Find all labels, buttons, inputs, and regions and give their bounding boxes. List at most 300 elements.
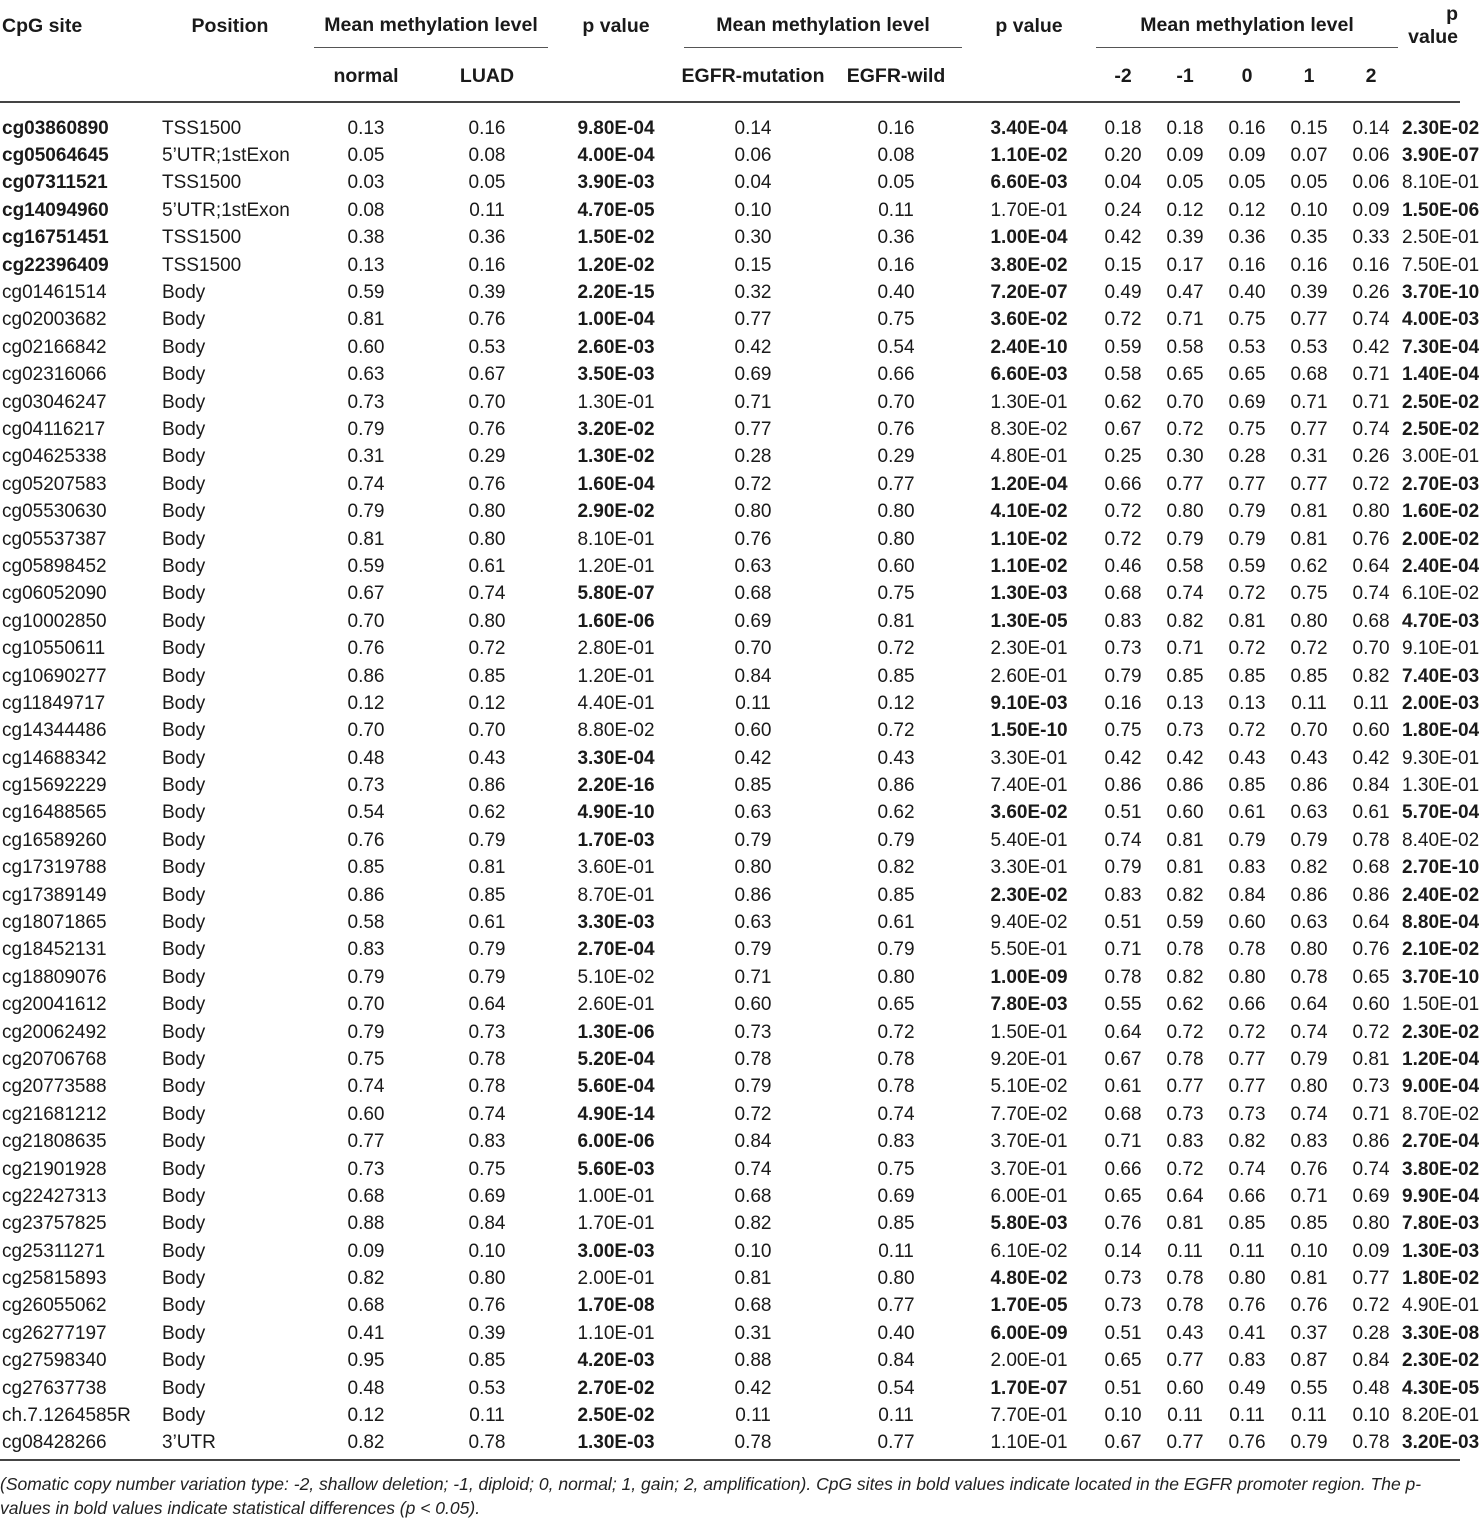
- cell-cpg-site: cg14344486: [2, 720, 107, 742]
- cell-p-value-1: 3.90E-03: [577, 172, 655, 194]
- cell-cnv-0: 0.76: [1228, 1432, 1266, 1454]
- cell-position: Body: [162, 775, 206, 797]
- cell-cpg-site: cg11849717: [2, 692, 106, 714]
- cell-egfr-wild: 0.62: [877, 802, 915, 824]
- cell-p-value-3: 1.30E-01: [1402, 775, 1479, 797]
- cell-luad: 0.36: [468, 227, 506, 249]
- cell-luad: 0.76: [468, 418, 506, 440]
- cell-cnv-minus-2: 0.79: [1104, 857, 1142, 879]
- cell-cnv-minus-2: 0.14: [1104, 1240, 1142, 1262]
- cell-cpg-site: cg10690277: [2, 665, 107, 687]
- cell-p-value-2: 5.50E-01: [990, 939, 1068, 961]
- cell-position: Body: [162, 1048, 206, 1070]
- cell-position: Body: [162, 282, 206, 304]
- cell-cnv-2: 0.76: [1352, 528, 1390, 550]
- cell-normal: 0.12: [347, 692, 385, 714]
- cell-p-value-2: 1.70E-05: [990, 1295, 1068, 1317]
- cell-cnv-2: 0.28: [1352, 1322, 1390, 1344]
- cell-cnv-minus-1: 0.81: [1166, 829, 1204, 851]
- cell-egfr-mutation: 0.60: [734, 720, 772, 742]
- table-row: [0, 444, 1460, 471]
- cell-cpg-site: cg04625338: [2, 446, 107, 468]
- cell-position: Body: [162, 884, 206, 906]
- table-row: [0, 526, 1460, 553]
- cell-position: Body: [162, 1295, 206, 1317]
- header-row-2: [0, 52, 1460, 102]
- cell-p-value-3: 2.40E-04: [1402, 555, 1479, 577]
- cell-luad: 0.69: [468, 1185, 506, 1207]
- cell-cnv-minus-2: 0.58: [1104, 364, 1142, 386]
- cell-cnv-minus-1: 0.78: [1166, 939, 1204, 961]
- cell-cpg-site: cg03860890: [2, 117, 109, 139]
- cell-cnv-minus-1: 0.60: [1166, 802, 1204, 824]
- cell-p-value-3: 1.20E-04: [1402, 1048, 1479, 1070]
- cell-cnv-1: 0.80: [1290, 1076, 1328, 1098]
- cell-cnv-minus-1: 0.58: [1166, 336, 1204, 358]
- cell-cnv-1: 0.64: [1290, 994, 1328, 1016]
- cell-cnv-minus-1: 0.83: [1166, 1131, 1204, 1153]
- cell-egfr-mutation: 0.63: [734, 555, 772, 577]
- cell-p-value-3: 9.90E-04: [1402, 1185, 1479, 1207]
- cell-position: 5’UTR;1stExon: [162, 145, 290, 167]
- cell-p-value-1: 1.20E-01: [577, 665, 655, 687]
- cell-p-value-1: 3.20E-02: [577, 418, 655, 440]
- cell-cnv-minus-2: 0.64: [1104, 1021, 1142, 1043]
- cell-p-value-1: 4.40E-01: [577, 692, 655, 714]
- cell-p-value-2: 1.10E-02: [990, 528, 1068, 550]
- header-blank-2: [150, 52, 310, 102]
- cell-cnv-minus-1: 0.39: [1166, 227, 1204, 249]
- cell-cpg-site: cg21901928: [2, 1158, 107, 1180]
- table-row: [0, 170, 1460, 197]
- cell-cnv-2: 0.78: [1352, 829, 1390, 851]
- table-row: [0, 608, 1460, 635]
- cell-normal: 0.08: [347, 199, 385, 221]
- cell-cpg-site: cg23757825: [2, 1213, 107, 1235]
- cell-cnv-0: 0.74: [1228, 1158, 1266, 1180]
- cell-luad: 0.80: [468, 610, 506, 632]
- cell-p-value-2: 1.00E-04: [990, 227, 1068, 249]
- cell-cpg-site: cg05530630: [2, 501, 107, 523]
- cell-p-value-2: 1.50E-01: [990, 1021, 1068, 1043]
- cell-p-value-2: 5.10E-02: [990, 1076, 1068, 1098]
- cell-cnv-minus-2: 0.18: [1104, 117, 1142, 139]
- cell-egfr-mutation: 0.42: [734, 336, 772, 358]
- cell-luad: 0.53: [468, 336, 506, 358]
- cell-luad: 0.74: [468, 583, 506, 605]
- cell-normal: 0.79: [347, 418, 385, 440]
- cell-cnv-1: 0.11: [1291, 1405, 1327, 1427]
- cell-normal: 0.75: [347, 1048, 385, 1070]
- cell-cpg-site: cg16589260: [2, 829, 107, 851]
- cell-cnv-1: 0.55: [1290, 1377, 1328, 1399]
- cell-cnv-0: 0.76: [1228, 1295, 1266, 1317]
- cell-cnv-2: 0.14: [1352, 117, 1390, 139]
- cell-cnv-1: 0.68: [1290, 364, 1328, 386]
- cell-p-value-2: 1.50E-10: [990, 720, 1068, 742]
- cell-p-value-1: 1.70E-08: [577, 1295, 655, 1317]
- cell-egfr-wild: 0.54: [877, 336, 915, 358]
- table-row: [0, 1238, 1460, 1265]
- cell-cnv-minus-2: 0.51: [1104, 802, 1142, 824]
- cell-p-value-3: 2.70E-03: [1402, 473, 1479, 495]
- cell-cnv-1: 0.81: [1290, 1268, 1328, 1290]
- cell-p-value-1: 2.50E-02: [577, 1405, 655, 1427]
- cell-p-value-3: 1.30E-03: [1402, 1240, 1479, 1262]
- cell-egfr-mutation: 0.10: [734, 199, 772, 221]
- cell-normal: 0.13: [347, 117, 385, 139]
- cell-luad: 0.62: [468, 802, 506, 824]
- cell-p-value-2: 6.10E-02: [990, 1240, 1068, 1262]
- cell-p-value-1: 9.80E-04: [577, 117, 655, 139]
- cell-cnv-minus-2: 0.61: [1104, 1076, 1142, 1098]
- cell-position: Body: [162, 364, 206, 386]
- cell-cnv-1: 0.35: [1290, 227, 1328, 249]
- cell-position: Body: [162, 939, 206, 961]
- cell-cnv-minus-2: 0.83: [1104, 610, 1142, 632]
- cell-luad: 0.39: [468, 1322, 506, 1344]
- cell-p-value-3: 2.30E-02: [1402, 1021, 1479, 1043]
- cell-cnv-minus-1: 0.74: [1166, 583, 1204, 605]
- table-row: [0, 882, 1460, 909]
- cell-egfr-mutation: 0.70: [734, 638, 772, 660]
- cell-normal: 0.73: [347, 391, 385, 413]
- cell-cnv-2: 0.72: [1352, 1295, 1390, 1317]
- cell-normal: 0.74: [347, 473, 385, 495]
- cell-luad: 0.16: [468, 117, 506, 139]
- cell-cnv-0: 0.12: [1228, 199, 1266, 221]
- cell-p-value-2: 1.10E-02: [990, 145, 1068, 167]
- cell-p-value-1: 2.20E-15: [577, 282, 655, 304]
- cell-cnv-minus-2: 0.67: [1104, 1048, 1142, 1070]
- header-blank-5: [1402, 52, 1460, 102]
- cell-cpg-site: cg02166842: [2, 336, 107, 358]
- cell-egfr-wild: 0.79: [877, 829, 915, 851]
- cell-luad: 0.70: [468, 720, 506, 742]
- cell-normal: 0.79: [347, 501, 385, 523]
- header-blank-3: [552, 52, 680, 102]
- cell-p-value-1: 8.10E-01: [577, 528, 655, 550]
- cell-cnv-2: 0.42: [1352, 747, 1390, 769]
- cell-egfr-mutation: 0.11: [735, 692, 771, 714]
- cell-p-value-2: 1.20E-04: [990, 473, 1068, 495]
- cell-normal: 0.79: [347, 1021, 385, 1043]
- cell-cnv-0: 0.79: [1228, 528, 1266, 550]
- cell-p-value-2: 7.80E-03: [990, 994, 1068, 1016]
- header-egfr-wild: EGFR-wild: [826, 52, 966, 102]
- cell-cpg-site: cg17319788: [2, 857, 107, 879]
- cell-egfr-mutation: 0.72: [734, 1103, 772, 1125]
- cell-position: Body: [162, 1131, 206, 1153]
- cell-position: TSS1500: [162, 227, 242, 249]
- cell-egfr-wild: 0.16: [877, 117, 915, 139]
- cell-luad: 0.76: [468, 309, 506, 331]
- cell-egfr-mutation: 0.11: [735, 1405, 771, 1427]
- cell-cnv-2: 0.06: [1352, 145, 1390, 167]
- cell-cnv-0: 0.78: [1228, 939, 1266, 961]
- cell-p-value-3: 8.20E-01: [1402, 1405, 1479, 1427]
- cell-cpg-site: cg25815893: [2, 1268, 107, 1290]
- cell-normal: 0.86: [347, 665, 385, 687]
- cell-luad: 0.11: [469, 1405, 505, 1427]
- cell-cnv-1: 0.86: [1290, 884, 1328, 906]
- cell-cnv-minus-2: 0.71: [1104, 1131, 1142, 1153]
- cell-p-value-3: 4.30E-05: [1402, 1377, 1479, 1399]
- table-row: [0, 389, 1460, 416]
- cell-cnv-1: 0.80: [1290, 939, 1328, 961]
- cell-cpg-site: cg01461514: [2, 282, 107, 304]
- cell-position: Body: [162, 966, 206, 988]
- cell-cnv-minus-2: 0.66: [1104, 1158, 1142, 1180]
- cell-cnv-minus-1: 0.82: [1166, 610, 1204, 632]
- cell-cnv-2: 0.86: [1352, 884, 1390, 906]
- cell-p-value-1: 4.90E-10: [577, 802, 655, 824]
- cell-position: Body: [162, 638, 206, 660]
- cell-p-value-1: 1.00E-01: [577, 1185, 655, 1207]
- cell-cnv-minus-2: 0.73: [1104, 1295, 1142, 1317]
- cell-p-value-3: 7.50E-01: [1402, 254, 1479, 276]
- cell-cnv-2: 0.70: [1352, 638, 1390, 660]
- cell-p-value-2: 3.30E-01: [990, 857, 1068, 879]
- cell-normal: 0.79: [347, 966, 385, 988]
- cell-luad: 0.67: [468, 364, 506, 386]
- cell-egfr-wild: 0.80: [877, 966, 915, 988]
- cell-cnv-2: 0.68: [1352, 610, 1390, 632]
- cell-cpg-site: cg16751451: [2, 227, 109, 249]
- cell-p-value-2: 6.00E-09: [990, 1322, 1068, 1344]
- cell-egfr-wild: 0.72: [877, 1021, 915, 1043]
- cell-cnv-minus-1: 0.65: [1166, 364, 1204, 386]
- cell-cpg-site: cg08428266: [2, 1432, 107, 1454]
- cell-cnv-minus-2: 0.25: [1104, 446, 1142, 468]
- cell-egfr-mutation: 0.79: [734, 829, 772, 851]
- cell-p-value-2: 1.30E-03: [990, 583, 1068, 605]
- cell-p-value-3: 2.00E-03: [1402, 692, 1479, 714]
- cell-cnv-2: 0.71: [1352, 364, 1390, 386]
- cell-normal: 0.54: [347, 802, 385, 824]
- cell-cnv-minus-2: 0.68: [1104, 1103, 1142, 1125]
- cell-cnv-0: 0.11: [1229, 1240, 1265, 1262]
- cell-cpg-site: cg18809076: [2, 966, 107, 988]
- cell-p-value-3: 1.50E-06: [1402, 199, 1479, 221]
- cell-position: Body: [162, 610, 206, 632]
- cell-position: Body: [162, 692, 206, 714]
- cell-cnv-minus-1: 0.81: [1166, 857, 1204, 879]
- cell-cnv-minus-1: 0.82: [1166, 884, 1204, 906]
- cell-cpg-site: cg27598340: [2, 1350, 107, 1372]
- cell-egfr-wild: 0.78: [877, 1048, 915, 1070]
- cell-cnv-1: 0.37: [1290, 1322, 1328, 1344]
- cell-luad: 0.53: [468, 1377, 506, 1399]
- cell-cnv-1: 0.79: [1290, 1432, 1328, 1454]
- cell-cnv-0: 0.85: [1228, 775, 1266, 797]
- cell-egfr-mutation: 0.42: [734, 747, 772, 769]
- table-row: [0, 1019, 1460, 1046]
- cell-cpg-site: cg25311271: [2, 1240, 106, 1262]
- cell-egfr-mutation: 0.82: [734, 1213, 772, 1235]
- cell-cpg-site: cg04116217: [2, 418, 106, 440]
- cell-p-value-1: 4.90E-14: [577, 1103, 655, 1125]
- cell-cnv-0: 0.66: [1228, 994, 1266, 1016]
- cell-normal: 0.09: [347, 1240, 385, 1262]
- cell-cnv-2: 0.64: [1352, 912, 1390, 934]
- cell-egfr-mutation: 0.76: [734, 528, 772, 550]
- cell-position: Body: [162, 1350, 206, 1372]
- cell-egfr-wild: 0.61: [877, 912, 915, 934]
- cell-normal: 0.88: [347, 1213, 385, 1235]
- cell-cnv-1: 0.77: [1290, 418, 1328, 440]
- cell-cnv-2: 0.86: [1352, 1131, 1390, 1153]
- cell-p-value-1: 5.20E-04: [577, 1048, 655, 1070]
- cell-normal: 0.73: [347, 1158, 385, 1180]
- cell-cnv-1: 0.76: [1290, 1158, 1328, 1180]
- cell-p-value-1: 1.30E-03: [577, 1432, 655, 1454]
- cell-cnv-minus-1: 0.77: [1166, 1076, 1204, 1098]
- cell-egfr-mutation: 0.81: [734, 1268, 772, 1290]
- header-p-value-1: p value: [582, 14, 650, 37]
- table-row: [0, 1156, 1460, 1183]
- cell-cpg-site: cg18071865: [2, 912, 107, 934]
- cell-p-value-3: 3.80E-02: [1402, 1158, 1479, 1180]
- cell-position: Body: [162, 1103, 206, 1125]
- cell-egfr-mutation: 0.04: [734, 172, 772, 194]
- cell-p-value-1: 1.50E-02: [577, 227, 655, 249]
- cell-position: Body: [162, 336, 206, 358]
- cell-egfr-wild: 0.75: [877, 583, 915, 605]
- cell-cnv-minus-1: 0.77: [1166, 473, 1204, 495]
- cell-cnv-2: 0.74: [1352, 1158, 1390, 1180]
- table-row: [0, 225, 1460, 252]
- cell-p-value-2: 2.30E-02: [990, 884, 1068, 906]
- cell-luad: 0.79: [468, 966, 506, 988]
- cell-p-value-3: 1.80E-02: [1402, 1268, 1479, 1290]
- cell-cnv-2: 0.84: [1352, 775, 1390, 797]
- cell-cnv-minus-1: 0.05: [1166, 172, 1204, 194]
- cell-position: Body: [162, 528, 206, 550]
- cell-cnv-0: 0.60: [1228, 912, 1266, 934]
- cell-p-value-3: 2.50E-02: [1402, 391, 1479, 413]
- cell-cnv-0: 0.80: [1228, 1268, 1266, 1290]
- cell-cnv-0: 0.85: [1228, 1213, 1266, 1235]
- header-cnv-1: 1: [1278, 52, 1340, 102]
- cell-cnv-1: 0.43: [1290, 747, 1328, 769]
- cell-position: Body: [162, 555, 206, 577]
- cell-p-value-3: 2.50E-01: [1402, 227, 1479, 249]
- table-row: [0, 772, 1460, 799]
- cell-position: Body: [162, 1405, 206, 1427]
- cell-cnv-1: 0.53: [1290, 336, 1328, 358]
- cell-cpg-site: cg02003682: [2, 309, 107, 331]
- cell-cpg-site: cg10002850: [2, 610, 107, 632]
- cell-egfr-mutation: 0.31: [734, 1322, 772, 1344]
- table-body: [0, 102, 1479, 1457]
- cell-p-value-2: 3.30E-01: [990, 747, 1068, 769]
- cell-egfr-wild: 0.65: [877, 994, 915, 1016]
- cell-luad: 0.80: [468, 528, 506, 550]
- cell-cnv-1: 0.80: [1290, 610, 1328, 632]
- cell-egfr-wild: 0.43: [877, 747, 915, 769]
- cell-p-value-1: 4.20E-03: [577, 1350, 655, 1372]
- cell-normal: 0.60: [347, 336, 385, 358]
- cell-egfr-mutation: 0.77: [734, 309, 772, 331]
- cell-p-value-2: 1.10E-01: [990, 1432, 1068, 1454]
- cell-egfr-wild: 0.85: [877, 884, 915, 906]
- cell-egfr-mutation: 0.15: [734, 254, 772, 276]
- cell-cnv-1: 0.10: [1290, 199, 1328, 221]
- cell-p-value-1: 5.60E-04: [577, 1076, 655, 1098]
- cell-cnv-minus-1: 0.79: [1166, 528, 1204, 550]
- cell-normal: 0.86: [347, 884, 385, 906]
- cell-egfr-wild: 0.08: [877, 145, 915, 167]
- cell-cpg-site: cg22396409: [2, 254, 109, 276]
- cell-egfr-mutation: 0.86: [734, 884, 772, 906]
- cell-p-value-2: 9.20E-01: [990, 1048, 1068, 1070]
- cell-normal: 0.68: [347, 1185, 385, 1207]
- cell-cnv-2: 0.60: [1352, 720, 1390, 742]
- table-row: [0, 1265, 1460, 1292]
- cell-cnv-1: 0.85: [1290, 1213, 1328, 1235]
- cell-cnv-2: 0.74: [1352, 309, 1390, 331]
- cell-cnv-minus-2: 0.10: [1104, 1405, 1142, 1427]
- cell-p-value-1: 1.30E-06: [577, 1021, 655, 1043]
- cell-normal: 0.95: [347, 1350, 385, 1372]
- cell-p-value-3: 2.70E-10: [1402, 857, 1479, 879]
- cell-luad: 0.85: [468, 665, 506, 687]
- header-position: Position: [191, 14, 269, 37]
- cell-p-value-3: 4.70E-03: [1402, 610, 1479, 632]
- cell-cnv-0: 0.84: [1228, 884, 1266, 906]
- cell-cnv-2: 0.68: [1352, 857, 1390, 879]
- cell-cpg-site: cg10550611: [2, 638, 106, 660]
- cell-egfr-wild: 0.79: [877, 939, 915, 961]
- cell-cnv-0: 0.16: [1228, 117, 1266, 139]
- table-row: [0, 471, 1460, 498]
- cell-luad: 0.84: [468, 1213, 506, 1235]
- cell-cnv-2: 0.78: [1352, 1432, 1390, 1454]
- cell-luad: 0.78: [468, 1432, 506, 1454]
- cell-cpg-site: cg17389149: [2, 884, 107, 906]
- table-row: [0, 827, 1460, 854]
- cell-luad: 0.39: [468, 282, 506, 304]
- cell-normal: 0.60: [347, 1103, 385, 1125]
- cell-cnv-minus-1: 0.72: [1166, 418, 1204, 440]
- cell-luad: 0.11: [469, 199, 505, 221]
- cell-cnv-2: 0.76: [1352, 939, 1390, 961]
- cell-cnv-minus-2: 0.74: [1104, 829, 1142, 851]
- table-row: [0, 362, 1460, 389]
- cell-position: 3’UTR: [162, 1432, 216, 1454]
- table-row: [0, 1320, 1460, 1347]
- cell-egfr-mutation: 0.69: [734, 364, 772, 386]
- cell-cnv-minus-2: 0.83: [1104, 884, 1142, 906]
- table-row: [0, 1402, 1460, 1429]
- cell-cpg-site: ch.7.1264585R: [2, 1405, 131, 1427]
- cell-cnv-minus-1: 0.62: [1166, 994, 1204, 1016]
- cell-position: Body: [162, 1213, 206, 1235]
- cell-cnv-0: 0.75: [1228, 418, 1266, 440]
- cell-cnv-minus-2: 0.55: [1104, 994, 1142, 1016]
- cell-cnv-minus-2: 0.42: [1104, 747, 1142, 769]
- cell-p-value-2: 7.70E-02: [990, 1103, 1068, 1125]
- cell-luad: 0.76: [468, 473, 506, 495]
- cell-p-value-1: 2.00E-01: [577, 1268, 655, 1290]
- cell-cnv-minus-2: 0.72: [1104, 309, 1142, 331]
- cell-cnv-1: 0.79: [1290, 829, 1328, 851]
- cell-egfr-mutation: 0.68: [734, 1295, 772, 1317]
- cell-normal: 0.77: [347, 1131, 385, 1153]
- cell-position: Body: [162, 802, 206, 824]
- cell-luad: 0.70: [468, 391, 506, 413]
